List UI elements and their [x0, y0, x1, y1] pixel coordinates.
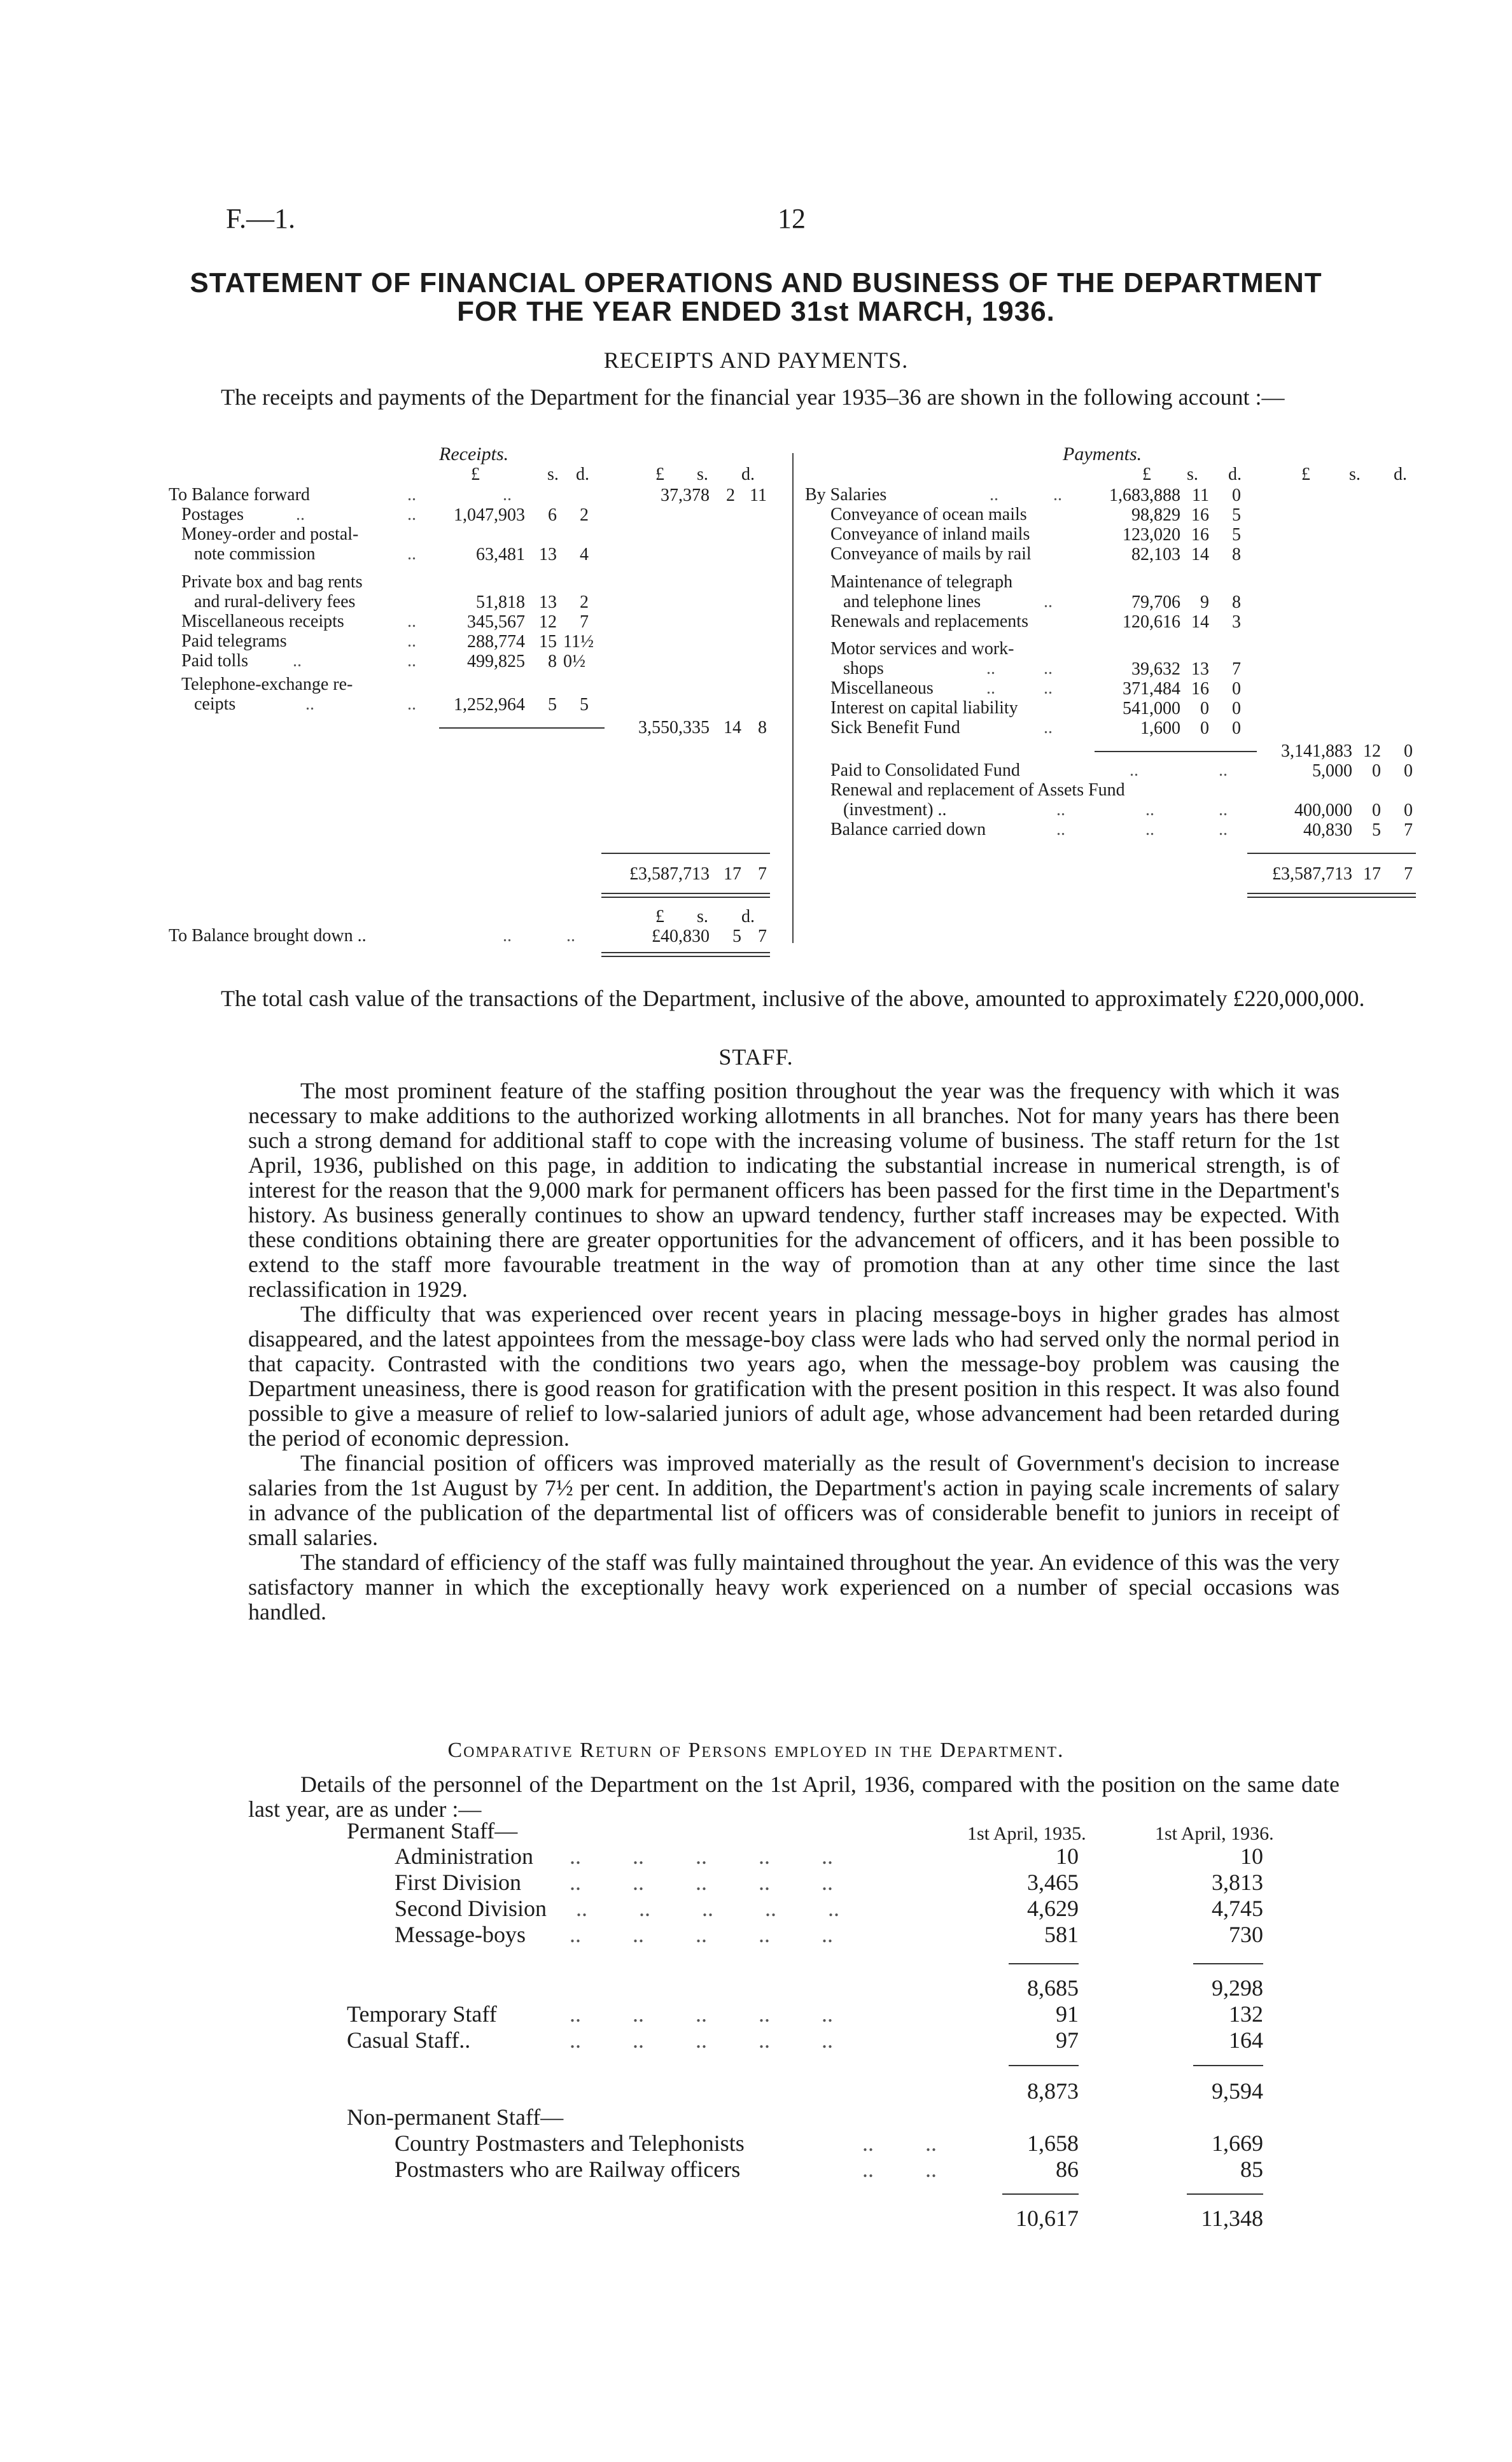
- nonpermanent-staff-label: Non-permanent Staff—: [347, 2104, 564, 2130]
- payment-label: Paid to Consolidated Fund: [830, 760, 1020, 780]
- leader-dots: .. ..: [862, 2130, 937, 2156]
- receipt-pounds: 1,047,903: [454, 505, 525, 525]
- receipts-total-rule: [601, 853, 770, 854]
- payment-label: Miscellaneous: [830, 678, 934, 698]
- receipt-label-cont: ceipts: [194, 694, 236, 714]
- payment-pence: 3: [1232, 612, 1241, 632]
- leader-dots: ..: [293, 651, 302, 671]
- payment-pounds: 541,000: [1123, 699, 1180, 718]
- receipt-label: Postages: [181, 505, 244, 524]
- receipt-label: Private box and bag rents: [181, 572, 363, 592]
- leader-dots: ..: [407, 612, 416, 631]
- payment-pounds: 98,829: [1131, 505, 1180, 525]
- receipt-pence: 2: [580, 505, 589, 525]
- payments-subtotal-pence: 0: [1404, 741, 1413, 761]
- leader-dots: ..: [1044, 678, 1053, 698]
- row-label: Country Postmasters and Telephonists: [395, 2130, 745, 2156]
- receipts-heading: Receipts.: [439, 444, 509, 465]
- grand-total-1935: 10,617: [1016, 2206, 1079, 2231]
- subtotal-1935: 8,873: [1027, 2078, 1079, 2104]
- payment-pounds: 40,830: [1303, 820, 1352, 840]
- row-label: Message-boys: [395, 1922, 526, 1947]
- leader-dots: ..: [1130, 760, 1138, 780]
- receipt-pence: 4: [580, 545, 589, 564]
- comparative-return-heading: Comparative Return of Persons employed in the Department.: [447, 1738, 1065, 1762]
- permanent-total-1935: 8,685: [1027, 1975, 1079, 2001]
- payment-pounds: 79,706: [1131, 592, 1180, 612]
- receipts-col-pence: d.: [576, 465, 589, 484]
- payments-total-pence: 7: [1404, 864, 1413, 884]
- permanent-total-rule-1935: [1009, 1963, 1079, 1964]
- leader-dots: ..: [990, 485, 998, 505]
- leader-dots: ..: [296, 505, 305, 524]
- subtotal-1936: 9,594: [1212, 2078, 1263, 2104]
- payment-shillings: 13: [1191, 659, 1209, 679]
- leader-dots: .. .. .. .. ..: [570, 2001, 833, 2027]
- receipt-total-pounds: 37,378: [661, 486, 710, 505]
- subtotal-rule-1935: [1009, 2065, 1079, 2066]
- receipts-total-col-pounds: £: [655, 465, 664, 484]
- leader-dots: ..: [1044, 659, 1053, 678]
- leader-dots: ..: [407, 631, 416, 651]
- payment-pence: 7: [1404, 820, 1413, 840]
- leader-dots: ..: [986, 678, 995, 698]
- leader-dots: ..: [1044, 718, 1053, 738]
- receipt-pence: 5: [580, 695, 589, 715]
- receipts-subtotal-pence: 8: [758, 718, 767, 738]
- receipt-shillings: 15: [539, 632, 557, 652]
- payment-pounds: 120,616: [1123, 612, 1180, 632]
- page-reference: F.—1.: [226, 203, 295, 234]
- staff-section: [248, 1079, 1340, 1625]
- payment-pence: 0: [1404, 761, 1413, 781]
- receipt-pence: 7: [580, 612, 589, 632]
- payments-total-col-pounds: £: [1301, 465, 1310, 484]
- receipts-total-col-pence: d.: [741, 465, 755, 484]
- page-number: 12: [778, 203, 806, 234]
- value-1935: 97: [1056, 2027, 1079, 2053]
- leader-dots: ..: [407, 544, 416, 564]
- value-1936: 4,745: [1212, 1896, 1263, 1921]
- payment-shillings: 16: [1191, 505, 1209, 525]
- leader-dots: .. .. .. .. ..: [570, 1843, 833, 1869]
- receipts-payments-heading: RECEIPTS AND PAYMENTS.: [603, 347, 909, 373]
- row-label: First Division: [395, 1870, 522, 1895]
- leader-dots: .. .. .. .. ..: [570, 1870, 833, 1895]
- receipt-pence: 2: [580, 592, 589, 612]
- staff-heading: STAFF.: [718, 1044, 794, 1070]
- receipt-shillings: 12: [539, 612, 557, 632]
- leader-dots: ..: [566, 926, 575, 946]
- value-1935: 581: [1044, 1922, 1079, 1947]
- leader-dots: ..: [986, 659, 995, 678]
- receipt-label-cont: and rural-delivery fees: [194, 592, 356, 612]
- receipt-shillings: 6: [548, 505, 557, 525]
- leader-dots: ..: [1056, 820, 1065, 839]
- payment-shillings: 16: [1191, 679, 1209, 699]
- payment-shillings: 14: [1191, 612, 1209, 632]
- payments-col-pounds: £: [1142, 465, 1151, 484]
- receipts-total-double-rule: [601, 893, 770, 898]
- payment-pence: 0: [1232, 718, 1241, 738]
- payment-shillings: 11: [1192, 486, 1209, 505]
- receipts-total-pence: 7: [758, 864, 767, 884]
- payment-label-cont: (investment) ..: [843, 800, 947, 820]
- payment-label: Maintenance of telegraph: [830, 572, 1013, 592]
- receipt-label: Paid telegrams: [181, 631, 287, 651]
- receipt-pence: 0½: [563, 652, 585, 671]
- value-1935: 86: [1056, 2157, 1079, 2182]
- grand-total-rule-1936: [1187, 2193, 1263, 2195]
- payment-pounds: 123,020: [1123, 525, 1180, 545]
- row-label: Second Division: [395, 1896, 547, 1921]
- payment-label: Balance carried down: [830, 820, 986, 839]
- payments-total-col-pence: d.: [1394, 465, 1407, 484]
- payment-shillings: 0: [1372, 801, 1381, 820]
- payment-label: Conveyance of ocean mails: [830, 505, 1027, 524]
- payment-pence: 8: [1232, 592, 1241, 612]
- payment-label: By Salaries: [805, 485, 887, 505]
- leader-dots: ..: [1044, 592, 1053, 612]
- brought-down-pounds: £40,830: [652, 927, 710, 946]
- leader-dots: .. .. .. .. ..: [570, 1922, 833, 1947]
- receipt-total-shillings: 2: [726, 486, 735, 505]
- receipt-pounds: 499,825: [467, 652, 525, 671]
- leader-dots: ..: [407, 485, 416, 505]
- payments-total-col-shillings: s.: [1349, 465, 1361, 484]
- payment-pounds: 400,000: [1294, 801, 1352, 820]
- row-label: Temporary Staff: [347, 2001, 497, 2027]
- payment-label: Renewal and replacement of Assets Fund: [830, 780, 1125, 800]
- value-1935: 1,658: [1027, 2130, 1079, 2156]
- receipt-label: To Balance forward: [169, 485, 310, 505]
- receipt-shillings: 13: [539, 545, 557, 564]
- permanent-staff-label: Permanent Staff—: [347, 1818, 518, 1843]
- leader-dots: .. ..: [862, 2157, 937, 2182]
- brought-down-shillings: 5: [732, 927, 741, 946]
- receipts-subtotal-pounds: 3,550,335: [638, 718, 710, 738]
- subtotal-rule-1936: [1193, 2065, 1263, 2066]
- brought-down-double-rule: [601, 952, 770, 957]
- payment-pounds: 371,484: [1123, 679, 1180, 699]
- payments-total-double-rule: [1247, 893, 1416, 898]
- payment-shillings: 0: [1372, 761, 1381, 781]
- statement-title-line1: STATEMENT OF FINANCIAL OPERATIONS AND BUSINESS OF THE DEPARTMENT: [190, 267, 1322, 298]
- payment-shillings: 9: [1200, 592, 1209, 612]
- column-header-1936: 1st April, 1936.: [1155, 1823, 1274, 1844]
- value-1936: 85: [1240, 2157, 1263, 2182]
- leader-dots: ..: [407, 694, 416, 714]
- leader-dots: .. .. .. .. ..: [570, 2027, 833, 2053]
- receipt-label: Telephone-exchange re-: [181, 675, 353, 694]
- brought-down-label: To Balance brought down ..: [169, 926, 367, 946]
- leader-dots: .. .. .. .. ..: [576, 1896, 839, 1921]
- payment-label: Conveyance of mails by rail: [830, 544, 1032, 564]
- receipt-pounds: 63,481: [476, 545, 525, 564]
- payment-pounds: 5,000: [1312, 761, 1352, 781]
- account-divider: [792, 453, 794, 943]
- statement-title-line2: FOR THE YEAR ENDED 31st MARCH, 1936.: [457, 296, 1055, 327]
- receipts-total-col-shillings: s.: [697, 465, 708, 484]
- staff-paragraph: The financial position of officers was improved materially as the result of Government's decision to increase salaries from the 1st August by 7½ per cent. In addition, the Department's action in paying scale increments of salary in advance of the publication of the departmental list of officers was of considerable benefit to juniors in receipt of small salaries.: [248, 1450, 1340, 1550]
- row-label: Casual Staff..: [347, 2027, 471, 2053]
- leader-dots: ..: [1219, 800, 1228, 820]
- receipt-shillings: 5: [548, 695, 557, 715]
- brought-down-col-shillings: s.: [697, 907, 708, 927]
- payment-pence: 0: [1232, 679, 1241, 699]
- payments-total-shillings: 17: [1363, 864, 1381, 884]
- brought-down-col-pounds: £: [655, 907, 664, 927]
- payment-pence: 7: [1232, 659, 1241, 679]
- payment-pounds: 82,103: [1131, 545, 1180, 564]
- permanent-total-1936: 9,298: [1212, 1975, 1263, 2001]
- payment-shillings: 16: [1191, 525, 1209, 545]
- column-header-1935: 1st April, 1935.: [967, 1823, 1086, 1844]
- payment-label: Motor services and work-: [830, 639, 1014, 659]
- value-1936: 730: [1229, 1922, 1263, 1947]
- value-1935: 3,465: [1027, 1870, 1079, 1895]
- payment-label-cont: and telephone lines: [843, 592, 981, 612]
- value-1936: 1,669: [1212, 2130, 1263, 2156]
- receipt-total-pence: 11: [750, 486, 767, 505]
- receipt-label: Paid tolls: [181, 651, 249, 671]
- value-1935: 4,629: [1027, 1896, 1079, 1921]
- payment-shillings: 0: [1200, 699, 1209, 718]
- leader-dots: ..: [1056, 800, 1065, 820]
- receipts-subtotal-shillings: 14: [724, 718, 741, 738]
- value-1936: 164: [1229, 2027, 1263, 2053]
- payment-pounds: 1,683,888: [1109, 486, 1180, 505]
- leader-dots: ..: [407, 651, 416, 671]
- value-1935: 10: [1056, 1843, 1079, 1869]
- receipt-label: Miscellaneous receipts: [181, 612, 344, 631]
- payment-pence: 8: [1232, 545, 1241, 564]
- payment-shillings: 0: [1200, 718, 1209, 738]
- payment-label: Conveyance of inland mails: [830, 524, 1030, 544]
- brought-down-pence: 7: [758, 927, 767, 946]
- staff-paragraph: The most prominent feature of the staffing position throughout the year was the frequency with which it was necessary to make additions to the authorized working allotments in all branches. Not for many years has there been such a strong demand for additional staff to cope with the increasing volume of business. The staff return for the 1st April, 1936, published on this page, in addition to indicating the substantial increase in numerical strength, is of interest for the reason that the 9,000 mark for permanent officers has been passed for the first time in the Department's history. As business generally continues to show an upward tendency, further staff increases may be expected. With these conditions obtaining there are greater opportunities for the advancement of officers, and it has been possible to extend to the staff more favourable treatment in the way of promotion than at any other time since the last reclassification in 1929.: [248, 1078, 1340, 1302]
- value-1936: 3,813: [1212, 1870, 1263, 1895]
- brought-down-col-pence: d.: [741, 907, 755, 927]
- receipt-pounds: 1,252,964: [454, 695, 525, 715]
- value-1936: 132: [1229, 2001, 1263, 2027]
- payments-subtotal-pounds: 3,141,883: [1281, 741, 1352, 761]
- row-label: Administration: [395, 1843, 533, 1869]
- permanent-total-rule-1936: [1193, 1963, 1263, 1964]
- receipt-pence: 11½: [563, 632, 594, 652]
- payment-pence: 0: [1232, 486, 1241, 505]
- receipts-col-pounds: £: [471, 465, 480, 484]
- row-label: Postmasters who are Railway officers: [395, 2157, 741, 2182]
- payment-pounds: 39,632: [1131, 659, 1180, 679]
- leader-dots: ..: [1145, 820, 1154, 839]
- payment-pounds: 1,600: [1140, 718, 1180, 738]
- cash-value-paragraph: The total cash value of the transactions of the Department, inclusive of the above, amounted to approximately £220,000,000.: [221, 986, 1365, 1011]
- receipt-shillings: 13: [539, 592, 557, 612]
- payments-heading: Payments.: [1063, 444, 1142, 465]
- grand-total-1936: 11,348: [1201, 2206, 1263, 2231]
- leader-dots: ..: [407, 505, 416, 524]
- payment-pence: 0: [1232, 699, 1241, 718]
- payment-shillings: 5: [1372, 820, 1381, 840]
- intro-paragraph: The receipts and payments of the Department for the financial year 1935–36 are shown in the following account :—: [221, 384, 1285, 410]
- value-1935: 91: [1056, 2001, 1079, 2027]
- receipt-label-cont: note commission: [194, 544, 316, 564]
- payment-label: Renewals and replacements: [830, 612, 1028, 631]
- receipt-label: Money-order and postal-: [181, 524, 359, 544]
- receipt-pounds: 288,774: [467, 632, 525, 652]
- payments-col-pence: d.: [1228, 465, 1242, 484]
- leader-dots: ..: [1219, 820, 1228, 839]
- leader-dots: ..: [1219, 760, 1228, 780]
- payments-total-pounds: £3,587,713: [1272, 864, 1352, 884]
- grand-total-rule-1935: [1002, 2193, 1079, 2195]
- payment-pence: 5: [1232, 505, 1241, 525]
- receipt-pounds: 345,567: [467, 612, 525, 632]
- receipt-pounds: 51,818: [476, 592, 525, 612]
- payments-col-shillings: s.: [1187, 465, 1198, 484]
- payment-label: Sick Benefit Fund: [830, 718, 960, 738]
- payment-shillings: 14: [1191, 545, 1209, 564]
- receipts-total-pounds: £3,587,713: [629, 864, 710, 884]
- leader-dots: ..: [1053, 485, 1062, 505]
- leader-dots: ..: [503, 485, 512, 505]
- staff-paragraph: The standard of efficiency of the staff was fully maintained throughout the year. An evidence of this was the very satisfactory manner in which the exceptionally heavy work experienced on a number of special occasions was handled.: [248, 1549, 1340, 1625]
- receipts-col-shillings: s.: [547, 465, 559, 484]
- receipt-shillings: 8: [548, 652, 557, 671]
- receipts-subtotal-rule: [439, 727, 605, 729]
- payment-label: Interest on capital liability: [830, 698, 1018, 718]
- leader-dots: ..: [503, 926, 512, 946]
- receipts-total-shillings: 17: [724, 864, 741, 884]
- payments-total-rule: [1247, 853, 1416, 854]
- return-intro: Details of the personnel of the Department on the 1st April, 1936, compared with the position on the same date last year, are as under :—: [248, 1772, 1340, 1822]
- value-1936: 10: [1240, 1843, 1263, 1869]
- payments-subtotal-shillings: 12: [1363, 741, 1381, 761]
- payment-pence: 5: [1232, 525, 1241, 545]
- payments-subtotal-rule: [1095, 751, 1257, 752]
- leader-dots: ..: [305, 694, 314, 714]
- leader-dots: ..: [1145, 800, 1154, 820]
- staff-paragraph: The difficulty that was experienced over recent years in placing message-boys in higher grades has almost disappeared, and the latest appointees from the message-boy class were lads who had served only the normal period in that capacity. Contrasted with the conditions two years ago, when the message-boy problem was causing the Department uneasiness, there is good reason for gratification with the present position in this respect. It was also found possible to give a measure of relief to low-salaried juniors of adult age, whose advancement had been retarded during the period of economic depression.: [248, 1301, 1340, 1451]
- payment-pence: 0: [1404, 801, 1413, 820]
- payment-label-cont: shops: [843, 659, 884, 678]
